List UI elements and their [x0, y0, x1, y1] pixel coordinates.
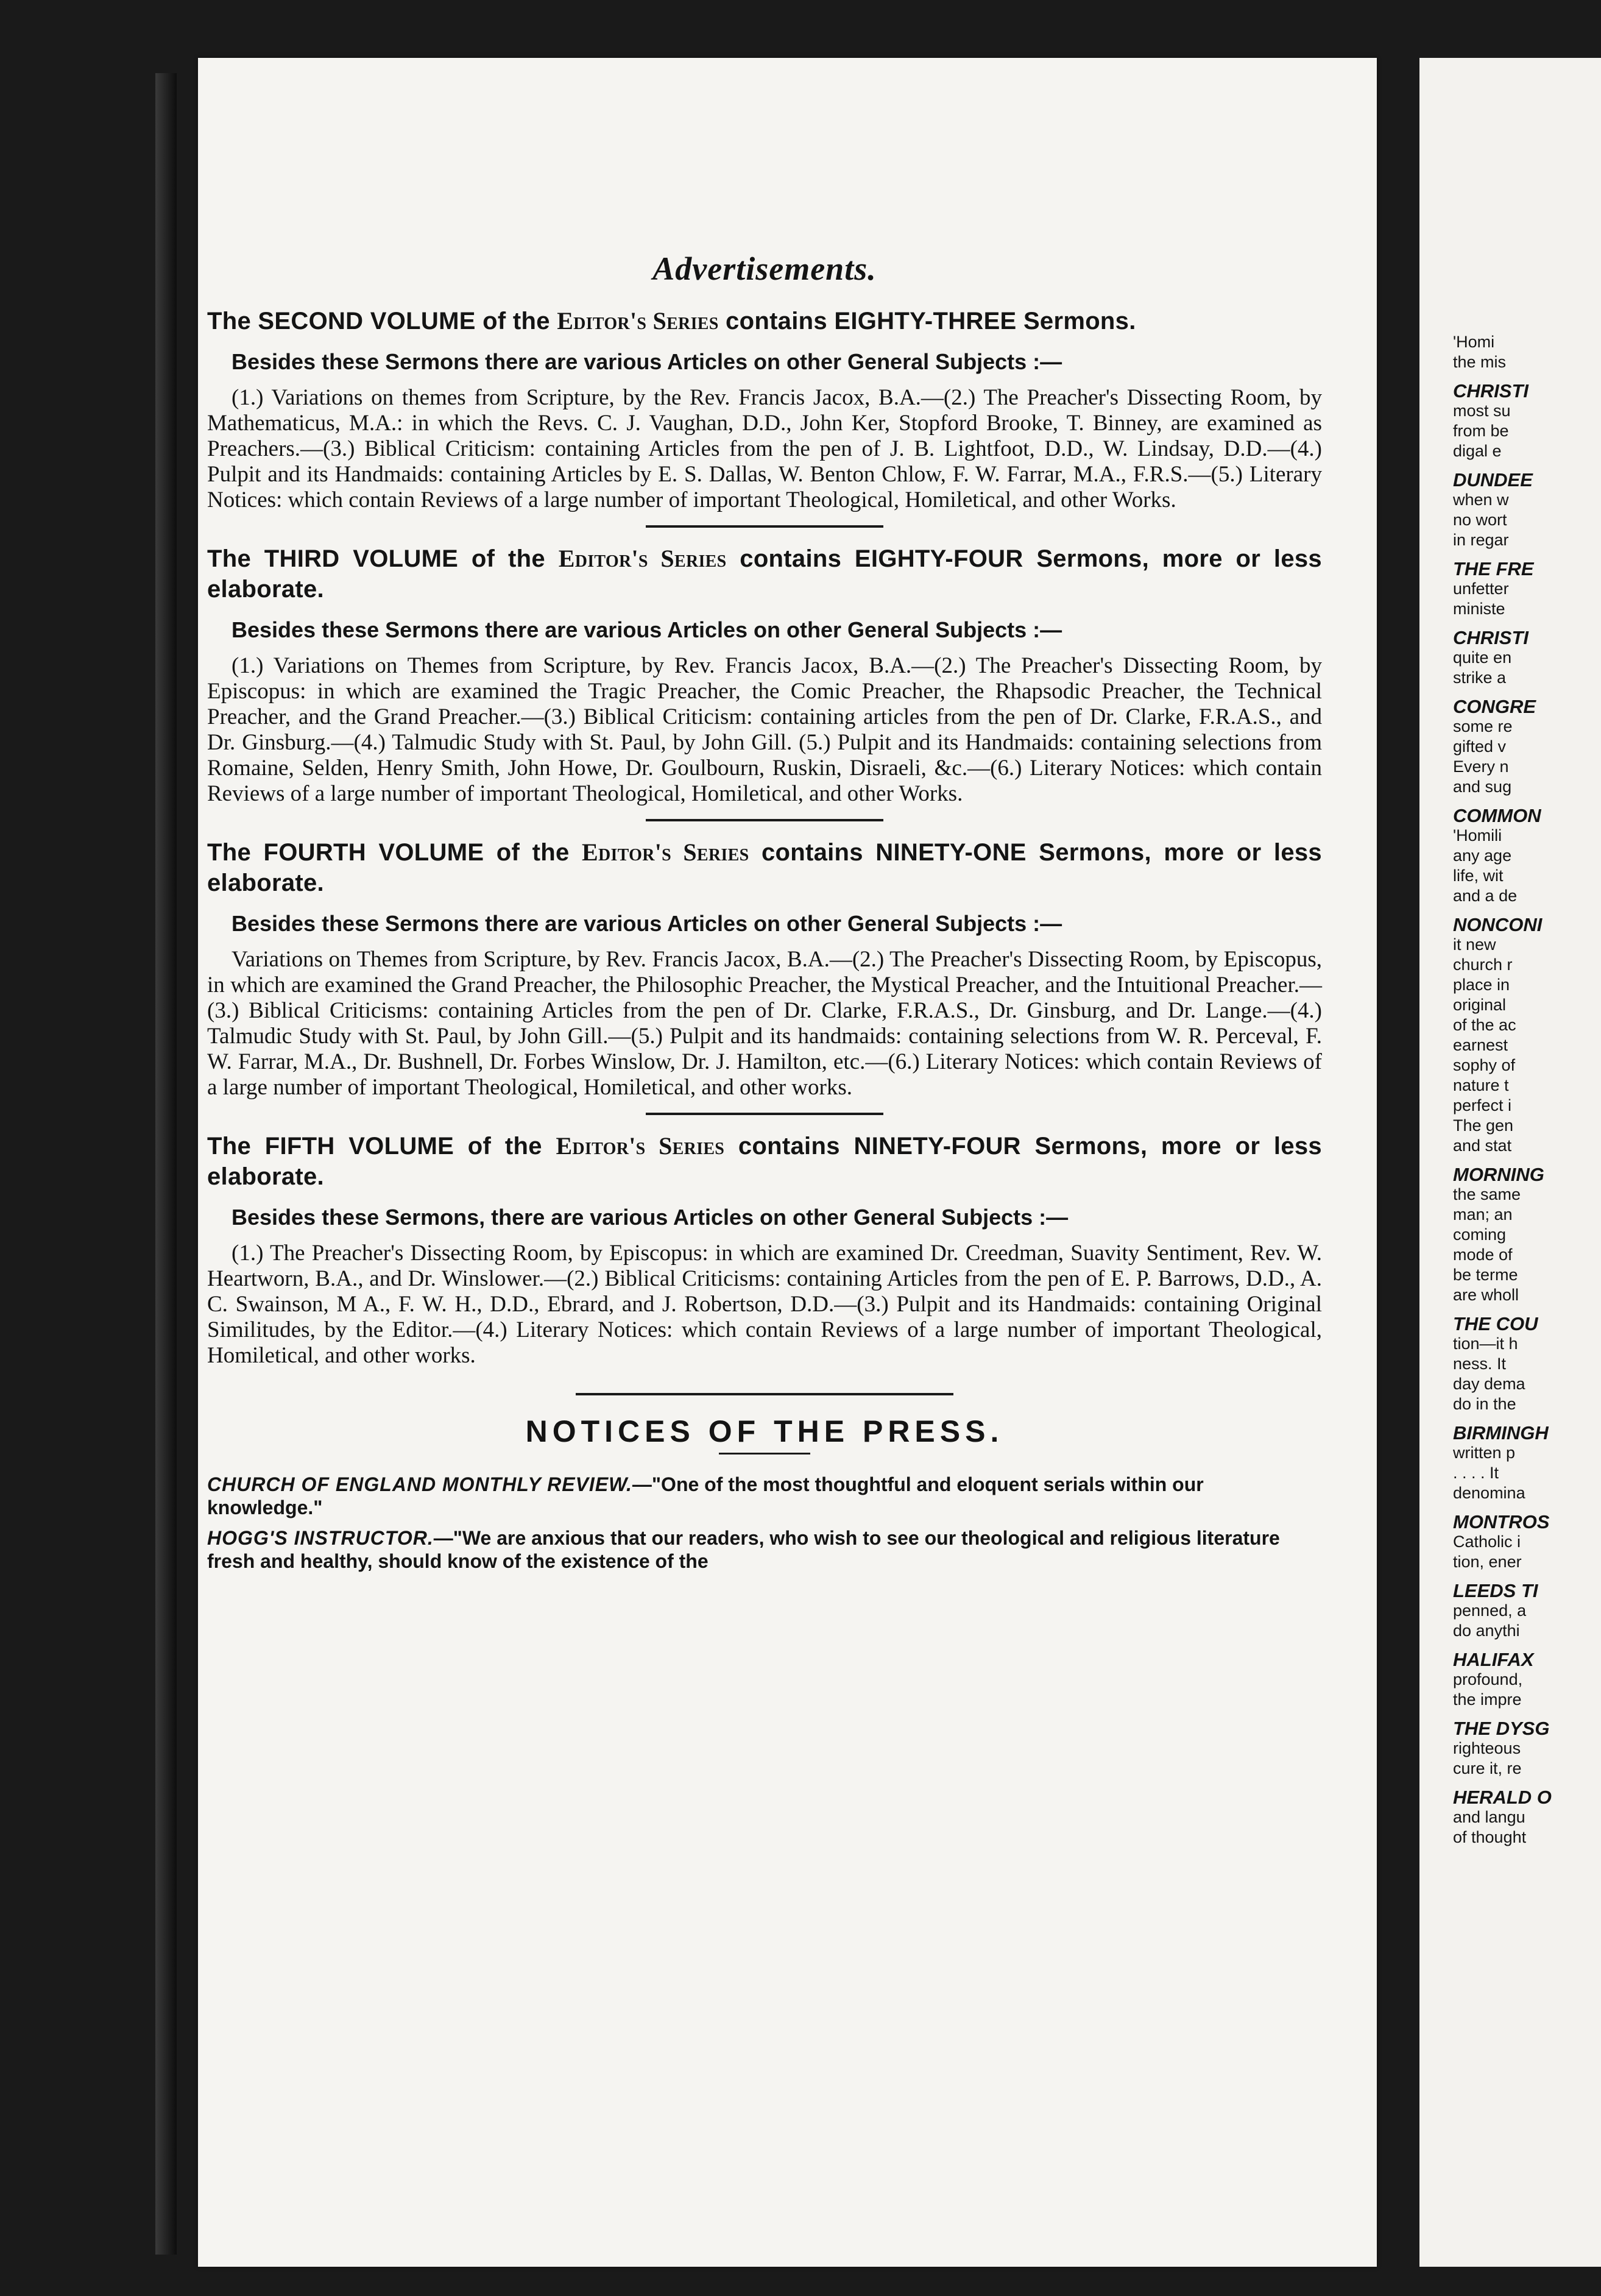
- volume-heading-end: contains NINETY-ONE Sermons, more or less elaborate.: [207, 839, 1322, 896]
- facing-page-line: Catholic i: [1453, 1532, 1521, 1551]
- facing-page-line: Every n: [1453, 757, 1509, 776]
- facing-page-heading: THE COU: [1453, 1314, 1538, 1334]
- facing-page-line: and langu: [1453, 1808, 1525, 1826]
- facing-page-text: [1453, 332, 1599, 1848]
- facing-page-line: day dema: [1453, 1375, 1525, 1393]
- volume-heading-start: The THIRD VOLUME of the: [207, 545, 559, 572]
- volume-entry: [207, 1131, 1322, 1369]
- section-divider: [646, 819, 883, 821]
- facing-page-heading: BIRMINGH: [1453, 1423, 1549, 1443]
- subjects-list: Variations on Themes from Scripture, by Rev. Francis Jacox, B.A.—(2.) The Preacher's Dissecting Room, by Episcopus, in which are examined the Grand Preacher, the Philosophic Preacher, the Mystical Preacher, and the Intuitional Preacher.—(3.) Biblical Criticisms: containing Articles from the pen of Dr. Clarke, F.R.A.S., Dr. Ginsburg, and Dr. Lange.—(4.) Talmudic Study with St. Paul, by John Gill.—(5.) Pulpit and its handmaids: containing selections from W. R. Perceval, F. W. Farrar, M.A., Dr. Bushnell, Dr. Forbes Winslow, Dr. J. Hamilton, etc.—(6.) Literary Notices: which contain Reviews of a large number of important Theological, Homiletical, and other works.: [207, 947, 1322, 1100]
- facing-page-line: perfect i: [1453, 1096, 1512, 1114]
- press-notice: [207, 1526, 1322, 1573]
- facing-page-line: it new: [1453, 935, 1496, 954]
- volume-heading-start: The FOURTH VOLUME of the: [207, 839, 582, 866]
- facing-page-heading: CHRISTI: [1453, 628, 1529, 648]
- series-name: Editor's Series: [556, 1132, 725, 1160]
- volume-heading: [207, 544, 1322, 604]
- facing-page-line: the same: [1453, 1185, 1521, 1203]
- volume-heading: [207, 837, 1322, 898]
- facing-page-line: nature t: [1453, 1076, 1509, 1094]
- facing-page-line: and sug: [1453, 778, 1512, 796]
- facing-page-line: of the ac: [1453, 1016, 1516, 1034]
- subjects-list: (1.) Variations on themes from Scripture, by the Rev. Francis Jacox, B.A.—(2.) The Preacher's Dissecting Room, by Mathematicus, M.A.: in which the Revs. C. J. Vaughan, D.D., John Ker, Stopford Brooke, T. Binney, are examined as Preachers.—(3.) Biblical Criticism: containing Articles from the pen of J. B. Lightfoot, D.D., W. Lindsay, D.D.—(4.) Pulpit and its Handmaids: containing Articles by E. S. Dallas, W. Benton Chlow, F. W. Farrar, M.A., F.R.S.—(5.) Literary Notices: which contain Reviews of a large number of important Theological, Homiletical, and other Works.: [207, 385, 1322, 512]
- facing-page-line: man; an: [1453, 1205, 1513, 1224]
- book-spine: [155, 73, 177, 2255]
- subjects-intro: Besides these Sermons, there are various Articles on other General Subjects :—: [231, 1205, 1069, 1230]
- facing-page-line: penned, a: [1453, 1601, 1527, 1620]
- facing-page-heading: COMMON: [1453, 806, 1541, 826]
- volume-heading: [207, 306, 1322, 336]
- press-quote: —"One of the most thoughtful and eloquent serials within our knowledge.": [207, 1473, 1204, 1518]
- facing-page-line: are wholl: [1453, 1286, 1519, 1304]
- facing-page-line: righteous: [1453, 1739, 1521, 1757]
- press-notice: [207, 1473, 1322, 1519]
- facing-page-heading: LEEDS TI: [1453, 1581, 1538, 1601]
- facing-page-line: digal e: [1453, 442, 1502, 460]
- facing-page-line: gifted v: [1453, 737, 1507, 756]
- facing-page-heading: THE FRE: [1453, 559, 1534, 579]
- subjects-intro: Besides these Sermons there are various Articles on other General Subjects :—: [231, 617, 1062, 642]
- facing-page-heading: CONGRE: [1453, 696, 1536, 717]
- facing-page-line: original: [1453, 996, 1507, 1014]
- page-title: Advertisements.: [652, 250, 877, 287]
- subjects-intro: Besides these Sermons there are various Articles on other General Subjects :—: [231, 349, 1062, 374]
- facing-page-line: The gen: [1453, 1116, 1514, 1135]
- volume-entry: [207, 544, 1322, 807]
- facing-page-heading: THE DYSG: [1453, 1718, 1550, 1738]
- volume-entry: [207, 837, 1322, 1100]
- facing-page-heading: HALIFAX: [1453, 1649, 1534, 1670]
- facing-page-line: church r: [1453, 955, 1513, 974]
- facing-page-line: when w: [1453, 491, 1509, 509]
- facing-page-line: from be: [1453, 422, 1509, 440]
- facing-page-line: quite en: [1453, 648, 1512, 667]
- facing-page-heading: MORNING: [1453, 1164, 1544, 1185]
- subjects-list: (1.) Variations on Themes from Scripture, by Rev. Francis Jacox, B.A.—(2.) The Preacher's Dissecting Room, by Episcopus: in which are examined the Tragic Preacher, the Comic Preacher, the Rhapsodic Preacher, the Technical Preacher, and the Grand Preacher.—(3.) Biblical Criticism: containing articles from the pen of Dr. Clarke, F.R.A.S., and Dr. Ginsburg.—(4.) Talmudic Study with St. Paul, by John Gill. (5.) Pulpit and its Handmaids: containing selections from Romaine, Selden, Henry Smith, John Howe, Dr. Goulbourn, Ruskin, Disraeli, &c.—(6.) Literary Notices: which contain Reviews of a large number of important Theological, Homiletical, and other Works.: [207, 653, 1322, 806]
- facing-page-line: 'Homi: [1453, 333, 1495, 351]
- volume-heading-start: The SECOND VOLUME of the: [207, 308, 557, 335]
- facing-page-line: the impre: [1453, 1690, 1522, 1709]
- facing-page-line: unfetter: [1453, 579, 1509, 598]
- volume-entry: [207, 306, 1322, 513]
- section-divider: [646, 525, 883, 528]
- facing-page-line: the mis: [1453, 353, 1507, 371]
- volume-heading-start: The FIFTH VOLUME of the: [207, 1133, 556, 1160]
- facing-page-line: ness. It: [1453, 1355, 1507, 1373]
- facing-page-line: . . . . It: [1453, 1464, 1499, 1482]
- title-underline: [719, 1453, 810, 1454]
- facing-page-line: place in: [1453, 976, 1510, 994]
- facing-page-line: be terme: [1453, 1266, 1518, 1284]
- press-source: HOGG'S INSTRUCTOR.: [207, 1527, 434, 1549]
- press-source: CHURCH OF ENGLAND MONTHLY REVIEW.: [207, 1473, 632, 1495]
- subjects-intro: Besides these Sermons there are various Articles on other General Subjects :—: [231, 911, 1062, 936]
- volume-heading-end: contains EIGHTY-FOUR Sermons, more or less elaborate.: [207, 545, 1322, 603]
- facing-page-line: denomina: [1453, 1484, 1525, 1502]
- facing-page-line: tion—it h: [1453, 1334, 1518, 1353]
- subjects-list: (1.) The Preacher's Dissecting Room, by Episcopus: in which are examined Dr. Creedman, Suavity Sentiment, Rev. W. Heartworn, B.A., and Dr. Winslower.—(2.) Biblical Criticisms: containing Articles from the pen of E. P. Barrows, D.D., A. C. Swainson, M A., F. W. H., D.D., Ebrard, and J. Robertson, D.D.—(3.) Pulpit and its Handmaids: containing Original Similitudes, by the Editor.—(4.) Literary Notices: which contain Reviews of a large number of important Theological, Homiletical, and other works.: [207, 1241, 1322, 1368]
- facing-page-heading: DUNDEE: [1453, 470, 1533, 490]
- facing-page-line: do anythi: [1453, 1621, 1520, 1640]
- facing-page-line: 'Homili: [1453, 826, 1502, 845]
- facing-page-line: sophy of: [1453, 1056, 1516, 1074]
- facing-page-line: and stat: [1453, 1136, 1512, 1155]
- volume-heading: [207, 1131, 1322, 1192]
- facing-page-line: strike a: [1453, 668, 1507, 687]
- facing-page-line: earnest: [1453, 1036, 1508, 1054]
- facing-page-line: and a de: [1453, 887, 1518, 905]
- facing-page-heading: CHRISTI: [1453, 381, 1529, 401]
- series-name: Editor's Series: [557, 307, 719, 335]
- facing-page-line: written p: [1453, 1444, 1516, 1462]
- facing-page-heading: MONTROS: [1453, 1512, 1550, 1532]
- press-quote: —"We are anxious that our readers, who wish to see our theological and religious literature fresh and healthy, should know of the existence of the: [207, 1527, 1280, 1572]
- volume-heading-end: contains NINETY-FOUR Sermons, more or less elaborate.: [207, 1133, 1322, 1190]
- facing-page-line: profound,: [1453, 1670, 1523, 1688]
- facing-page-line: do in the: [1453, 1395, 1516, 1413]
- facing-page-line: ministe: [1453, 600, 1505, 618]
- section-divider: [646, 1113, 883, 1115]
- volume-heading-end: contains EIGHTY-THREE Sermons.: [718, 308, 1136, 335]
- facing-page-line: mode of: [1453, 1245, 1513, 1264]
- facing-page-line: coming: [1453, 1225, 1507, 1244]
- facing-page-line: most su: [1453, 402, 1511, 420]
- section-divider: [576, 1393, 953, 1395]
- facing-page-heading: HERALD O: [1453, 1787, 1552, 1807]
- facing-page-line: tion, ener: [1453, 1553, 1522, 1571]
- facing-page-line: life, wit: [1453, 866, 1504, 885]
- facing-page-line: no wort: [1453, 511, 1507, 529]
- facing-page-line: any age: [1453, 846, 1512, 865]
- facing-page-heading: NONCONI: [1453, 915, 1543, 935]
- series-name: Editor's Series: [581, 838, 749, 866]
- main-page-content: [207, 250, 1322, 1580]
- facing-page-line: cure it, re: [1453, 1759, 1522, 1777]
- series-name: Editor's Series: [558, 545, 727, 572]
- facing-page-line: of thought: [1453, 1828, 1527, 1846]
- facing-page-line: some re: [1453, 717, 1513, 735]
- facing-page-line: in regar: [1453, 531, 1509, 549]
- press-notices-title: NOTICES OF THE PRESS.: [525, 1414, 1004, 1448]
